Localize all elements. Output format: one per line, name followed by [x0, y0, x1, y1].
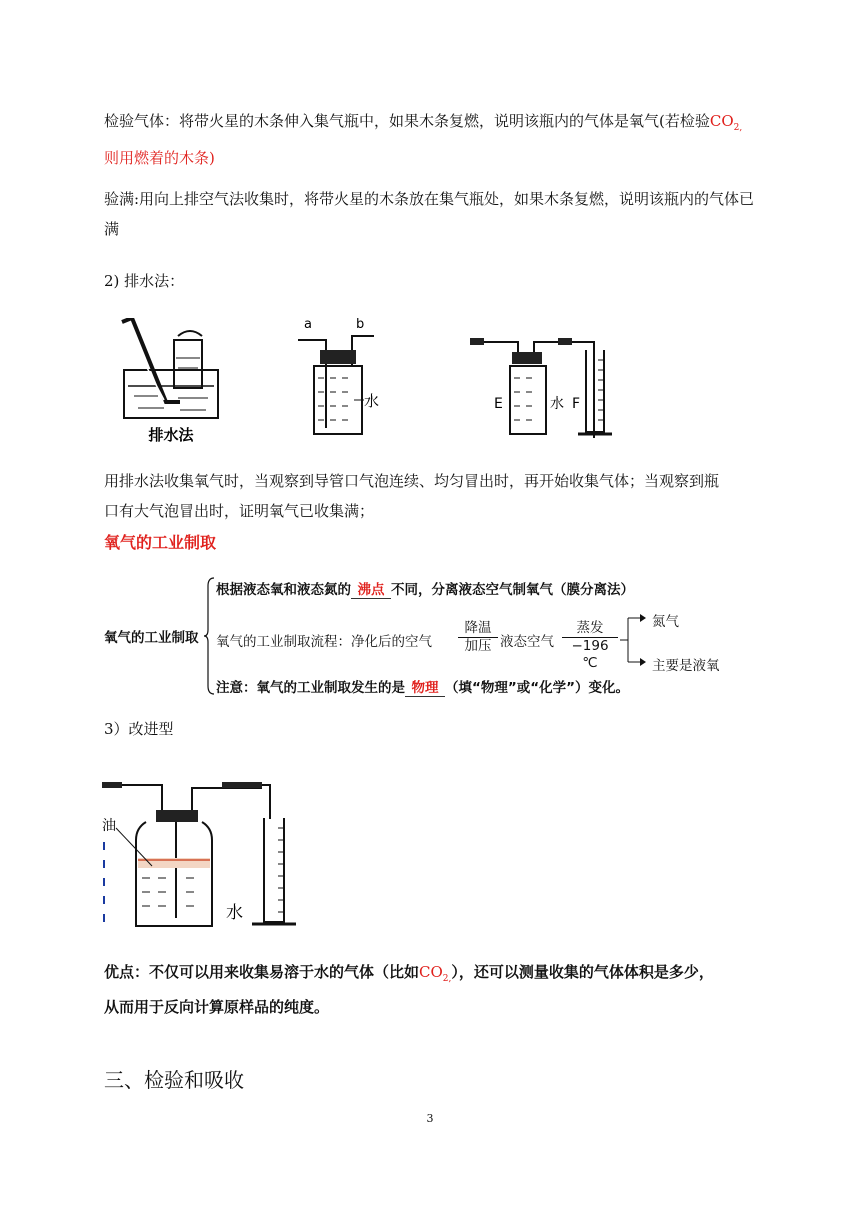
co2-formula-2: $CO_{2,}$ — [419, 963, 452, 984]
paragraph-water-collect: 用排水法收集氧气时，当观察到导管口气泡连续、均匀冒出时，再开始收集气体；当观察到瓶 口有大气泡冒出时，证明氧气已收集满； — [104, 472, 720, 520]
heading-water-method: 2) 排水法： — [104, 272, 185, 290]
fill-boiling-point: 沸点 — [351, 578, 391, 599]
label-f: F — [572, 396, 581, 412]
paragraph-check-full: 验满:用向上排空气法收集时，将带火星的木条放在集气瓶处，如果木条复燃，说明该瓶内的气体已 满 — [104, 190, 755, 238]
branch-arrows — [618, 612, 648, 668]
page-number: 3 — [426, 1112, 434, 1125]
label-b: b — [356, 317, 365, 332]
output-liquid-oxygen: 主要是液氧 — [652, 658, 720, 674]
output-nitrogen: 氮气 — [652, 614, 679, 630]
figure-bottle-cylinder — [470, 330, 620, 440]
industrial-row1: 根据液态氧和液态氮的 沸点 不同，分离液态空气制氧气（膜分离法） — [216, 578, 634, 599]
figure1-caption: 排水法 — [148, 426, 194, 444]
fill-physical: 物理 — [405, 676, 445, 697]
arrow-cool-compress: 降温 加压 — [458, 620, 498, 655]
label-oil: 油 — [102, 818, 116, 834]
paragraph-advantage: 优点：不仅可以用来收集易溶于水的气体（比如$CO_{2,}$），还可以测量收集的气体体积是多少， 从而用于反向计算原样品的纯度。 — [104, 963, 714, 1016]
label-water-4: 水 — [226, 903, 243, 923]
figure-improved-apparatus — [102, 782, 302, 932]
section-heading-3: 三、检验和吸收 — [104, 1068, 244, 1092]
label-water-3: 水 — [550, 396, 564, 412]
liquid-air: 液态空气 — [500, 634, 554, 650]
label-e: E — [494, 396, 503, 412]
heading-industrial: 氧气的工业制取 — [104, 533, 217, 552]
label-a: a — [304, 317, 312, 332]
heading-improved: 3）改进型 — [104, 720, 174, 738]
figure-gas-bottle-ab — [292, 316, 388, 440]
industrial-row2: 氧气的工业制取流程：净化后的空气 — [216, 634, 432, 650]
label-water: 水 — [364, 392, 380, 410]
industrial-row3: 注意：氧气的工业制取发生的是 物理 （填“物理”或“化学”）变化。 — [216, 676, 629, 697]
brace — [204, 576, 216, 696]
arrow-evaporate: 蒸发 −196 ℃ — [562, 620, 618, 672]
paragraph-test-gas: 检验气体：将带火星的木条伸入集气瓶中，如果木条复燃，说明该瓶内的气体是氧气(若检验$CO_{2,}$ 则用燃着的木条) — [104, 112, 743, 167]
co2-formula: $CO_{2,}$ — [709, 112, 743, 133]
industrial-left-label: 氧气的工业制取 — [104, 630, 199, 646]
industrial-production-box — [104, 574, 744, 698]
figure-water-displacement — [118, 318, 224, 444]
